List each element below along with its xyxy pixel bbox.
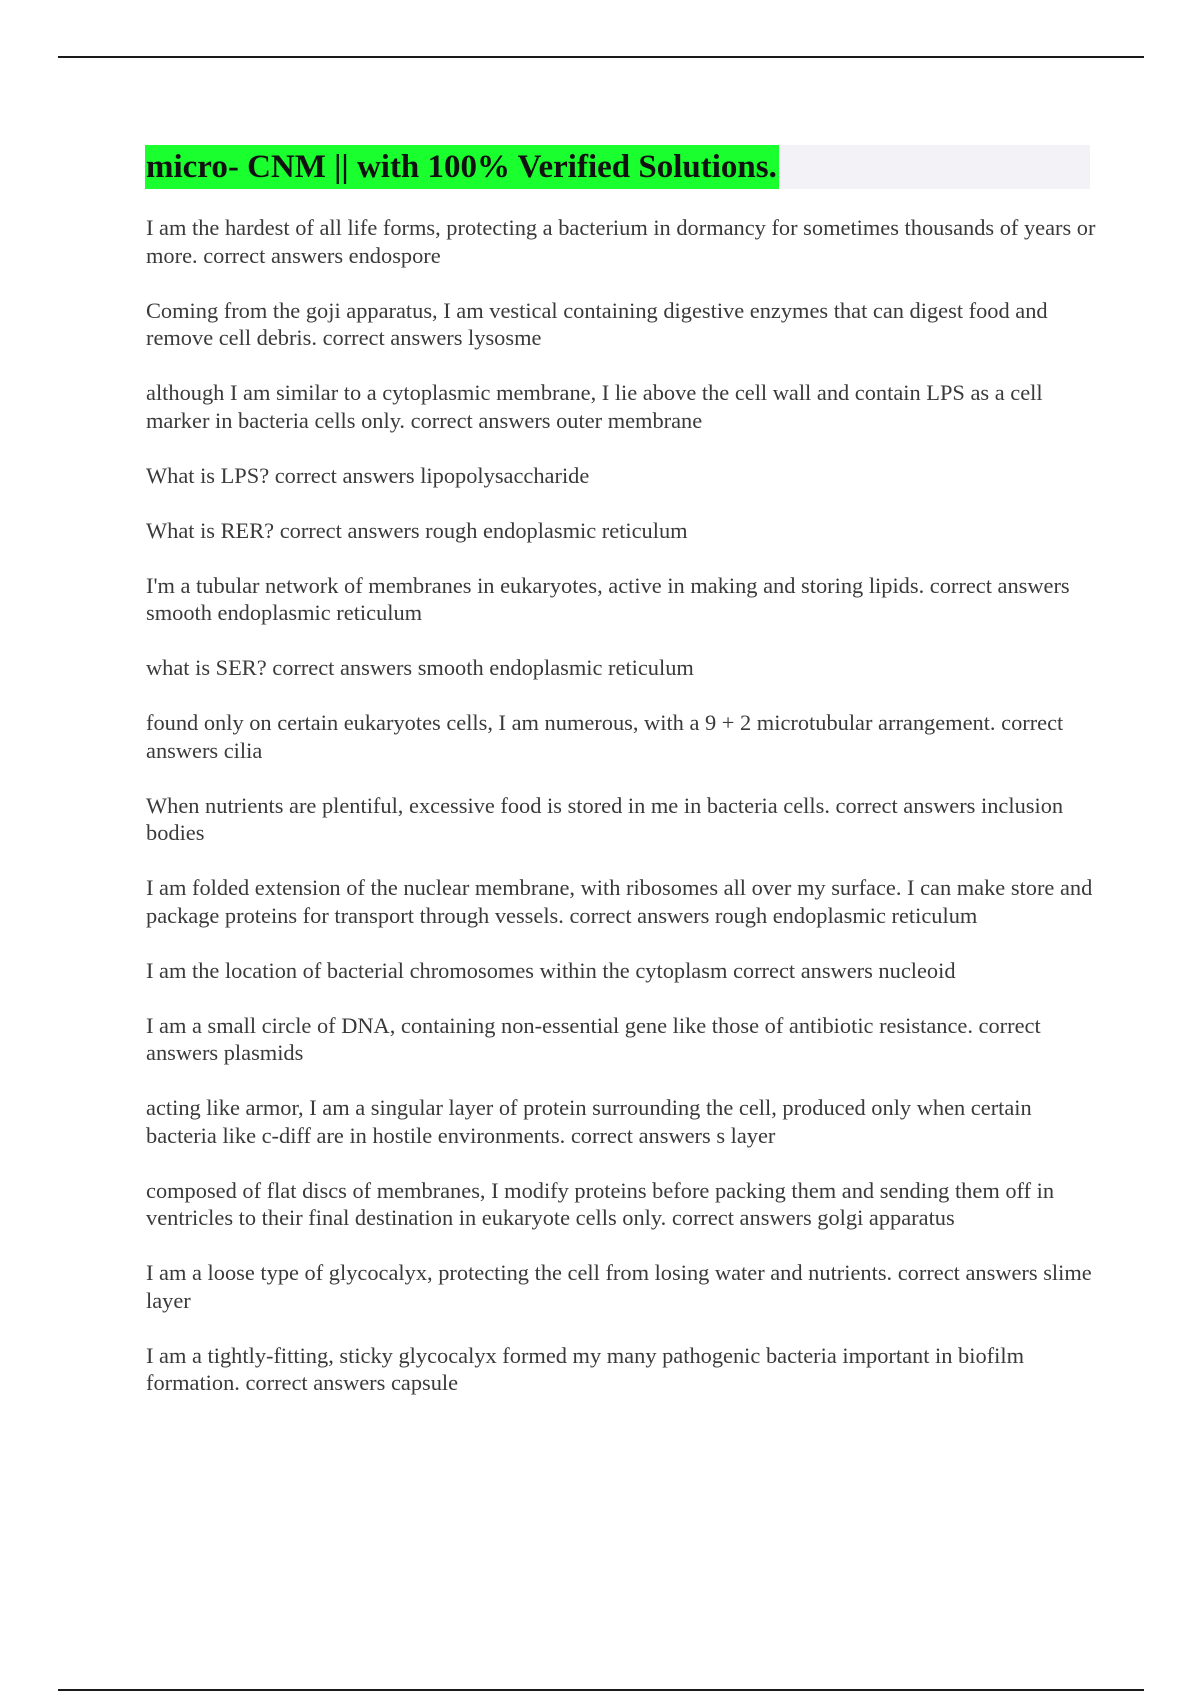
qa-item: I am the location of bacterial chromosomes within the cytoplasm correct answers nucleoid [146,957,956,983]
qa-item: composed of flat discs of membranes, I modify proteins before packing them and sending them off in ventricles to their final destination in eukaryote cells only. correct answers golgi apparatus [146,1177,1055,1230]
qa-item: I am a tightly-fitting, sticky glycocalyx formed my many pathogenic bacteria important in biofilm formation. correct answers capsule [146,1342,1024,1395]
qa-item: When nutrients are plentiful, excessive food is stored in me in bacteria cells. correct answers inclusion bodies [146,792,1064,845]
qa-item: I am folded extension of the nuclear membrane, with ribosomes all over my surface. I can make store and package proteins for transport through vessels. correct answers rough endoplasmic reticulum [146,875,1093,928]
qa-item: although I am similar to a cytoplasmic membrane, I lie above the cell wall and contain LPS as a cell marker in bacteria cells only. correct answers outer membrane [146,380,1043,433]
document-title: micro- CNM || with 100% Verified Solutions. [146,149,777,185]
qa-item: acting like armor, I am a singular layer of protein surrounding the cell, produced only when certain bacteria like c-diff are in hostile environments. correct answers s layer [146,1095,1032,1148]
qa-item: Coming from the goji apparatus, I am vestical containing digestive enzymes that can digest food and remove cell debris. correct answers lysosme [146,297,1048,350]
qa-item: found only on certain eukaryotes cells, I am numerous, with a 9 + 2 microtubular arrangement. correct answers cilia [146,710,1064,763]
qa-list [146,214,1096,1424]
qa-item: I am a small circle of DNA, containing non-essential gene like those of antibiotic resistance. correct answers plasmids [146,1012,1041,1065]
qa-item: I am a loose type of glycocalyx, protecting the cell from losing water and nutrients. correct answers slime layer [146,1260,1092,1313]
qa-item: What is RER? correct answers rough endoplasmic reticulum [146,517,688,543]
footer-rule [58,1689,1144,1691]
header-rule [58,56,1144,58]
title-highlight [145,145,779,189]
qa-item: I am the hardest of all life forms, protecting a bacterium in dormancy for sometimes thousands of years or more. correct answers endospore [146,215,1096,268]
qa-item: I'm a tubular network of membranes in eukaryotes, active in making and storing lipids. correct answers smooth endoplasmic reticulum [146,572,1070,625]
qa-item: What is LPS? correct answers lipopolysaccharide [146,462,590,488]
qa-item: what is SER? correct answers smooth endoplasmic reticulum [146,655,694,680]
